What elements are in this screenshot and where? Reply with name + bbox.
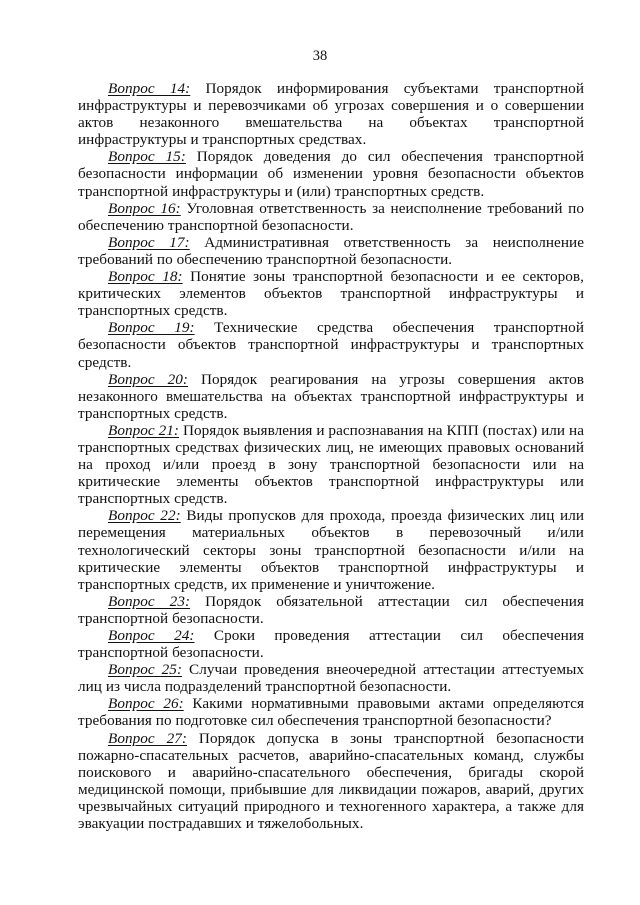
question-text: Порядок информирования субъектами транспортной инфраструктуры и перевозчиками об угрозах совершения и о совершении актов незаконного вмешательства на объектах транспортной инфраструктуры и транспортных средствах. xyxy=(78,80,585,149)
question-label: Вопрос 26: xyxy=(108,695,184,713)
question-item xyxy=(78,234,584,268)
question-label: Вопрос 23: xyxy=(108,592,191,610)
question-item xyxy=(78,148,584,199)
question-item xyxy=(78,695,584,729)
question-text: Порядок выявления и распознавания на КПП (постах) или на транспортных средствах физических лиц, не имеющих правовых оснований на проход и/или проезд в зону транспортной безопасности или на критические элементы объектов транспортной инфраструктуры или транспортных средств. xyxy=(78,421,584,508)
question-label: Вопрос 21: xyxy=(108,421,180,439)
question-item xyxy=(78,319,584,370)
question-label: Вопрос 16: xyxy=(108,199,181,217)
question-label: Вопрос 15: xyxy=(108,148,186,166)
question-text: Понятие зоны транспортной безопасности и ее секторов, критических элементов объектов транспортной инфраструктуры и транспортных средств. xyxy=(78,268,584,320)
question-item xyxy=(78,730,584,833)
question-text: Какими нормативными правовыми актами определяются требования по подготовке сил обеспечения транспортной безопасности? xyxy=(78,695,584,730)
question-item xyxy=(78,80,584,148)
question-text: Технические средства обеспечения транспортной безопасности объектов транспортной инфраструктуры и транспортных средств. xyxy=(78,319,585,371)
question-label: Вопрос 24: xyxy=(108,627,195,644)
question-text: Виды пропусков для прохода, проезда физических лиц или перемещения материальных объектов в перевозочный и/или технологический секторы зоны транспортной безопасности и/или на критические элементы объектов транспортной инфраструктуры и транспортных средств, их применение и уничтожение. xyxy=(78,507,584,593)
question-label: Вопрос 27: xyxy=(108,729,188,747)
question-text: Порядок доведения до сил обеспечения транспортной безопасности информации об изменении уровня безопасности объектов транспортной инфраструктуры и (или) транспортных средств. xyxy=(78,148,584,200)
question-label: Вопрос 18: xyxy=(108,268,183,286)
question-label: Вопрос 17: xyxy=(108,233,190,251)
question-text: Уголовная ответственность за неисполнение требований по обеспечению транспортной безопасности. xyxy=(78,199,584,234)
questions-list xyxy=(78,80,584,832)
question-text: Случаи проведения внеочередной аттестации аттестуемых лиц из числа подразделений транспортной безопасности. xyxy=(78,661,584,696)
question-item xyxy=(78,371,584,422)
question-label: Вопрос 25: xyxy=(108,661,183,679)
question-item xyxy=(78,268,584,319)
question-item xyxy=(78,200,584,234)
question-item xyxy=(78,627,584,661)
question-item xyxy=(78,593,584,627)
question-item xyxy=(78,507,584,592)
question-text: Сроки проведения аттестации сил обеспечения транспортной безопасности. xyxy=(78,627,585,662)
question-text: Административная ответственность за неисполнение требований по обеспечению транспортной безопасности. xyxy=(78,233,584,268)
question-label: Вопрос 20: xyxy=(108,370,189,388)
question-label: Вопрос 22: xyxy=(108,507,181,525)
question-label: Вопрос 19: xyxy=(108,319,195,337)
question-text: Порядок обязательной аттестации сил обеспечения транспортной безопасности. xyxy=(78,592,584,627)
question-text: Порядок допуска в зоны транспортной безопасности пожарно-спасательных расчетов, аварийно-спасательных команд, службы поискового и аварийно-спасательного обеспечения, бригады скорой медицинской помощи, прибывшие для ликвидации пожаров, аварий, других чрезвычайных ситуаций природного и техногенного характера, а также для эвакуации пострадавших и тяжелобольных. xyxy=(78,729,584,833)
question-text: Порядок реагирования на угрозы совершения актов незаконного вмешательства на объектах транспортной инфраструктуры и транспортных средств. xyxy=(78,370,584,422)
page-number: 38 xyxy=(312,48,328,64)
question-item xyxy=(78,661,584,695)
question-item xyxy=(78,422,584,507)
question-label: Вопрос 14: xyxy=(108,80,191,97)
